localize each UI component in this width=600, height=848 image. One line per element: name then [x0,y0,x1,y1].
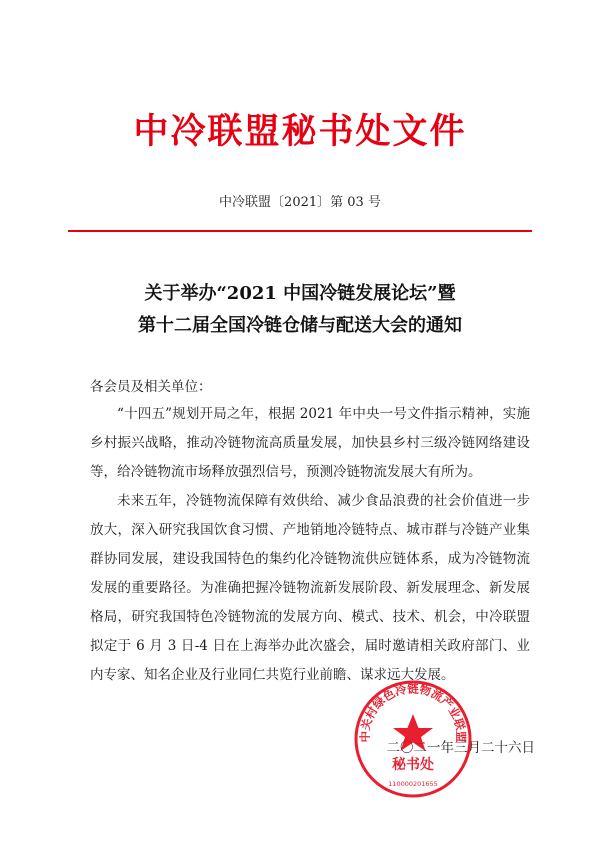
body-paragraph-1: “十四五”规划开局之年，根据 2021 年中央一号文件指示精神，实施乡村振兴战略，推动冷链物流高质量发展，加快县乡村三级冷链网络建设等，给冷链物流市场释放强烈信号，预测冷链物流发展大有所为。 [90,406,530,480]
body-paragraph-2: 未来五年，冷链物流保障有效供给、减少食品浪费的社会价值进一步放大，深入研究我国饮食习惯、产地销地冷链特点、城市群与冷链产业集群协同发展，建设我国特色的集约化冷链物流供应链体系，成为冷链物流发展的重要路径。为准确把握冷链物流新发展阶段、新发展理念、新发展格局，研究我国特色冷链物流的发展方向、模式、技术、机会，中冷联盟拟定于 6 月 3 日-4 日在上海举办此次盛会，届时邀请相关政府部门、业内专家、知名企业及行业同仁共览行业前瞻、谋求远大发展。 [90,493,530,683]
star-icon [393,714,433,751]
official-seal [352,678,474,800]
signature-date: 二〇二一年三月二十六日 [386,740,535,756]
seal-ring-text: 中关村绿色冷链物流产业联盟 [357,681,469,743]
red-divider [68,230,532,232]
org-title: 中冷联盟秘书处文件 [133,111,467,152]
seal-center-text: 秘书处 [392,757,434,773]
notice-title-line-1: 关于举办“2021 中国冷链发展论坛”暨 [144,283,456,304]
notice-title-line-2: 第十二届全国冷链仓储与配送大会的通知 [138,315,462,336]
salutation: 各会员及相关单位： [90,379,212,395]
seal-code: 110000201655 [388,780,438,788]
document-number: 中冷联盟〔2021〕第 03 号 [219,195,381,210]
